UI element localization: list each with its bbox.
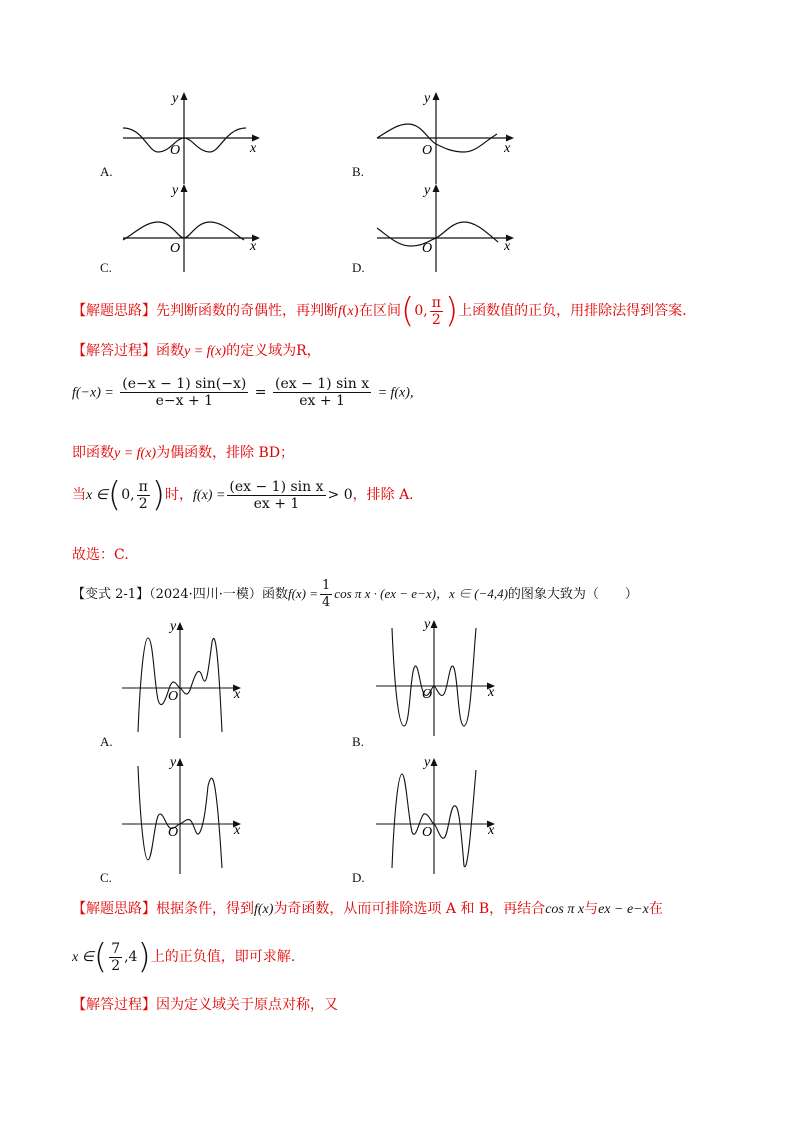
- origin-label: O: [170, 241, 181, 256]
- q2-option-c-label[interactable]: C.: [100, 870, 112, 885]
- idea-tag: 【解题思路】: [72, 303, 156, 319]
- y-axis-label: y: [424, 756, 431, 770]
- y-axis-label: y: [170, 756, 177, 770]
- q2-option-b-graph[interactable]: [372, 618, 502, 736]
- idea-text: 先判断函数的奇偶性，再判断: [156, 303, 338, 319]
- q1-solution-idea: 【解题思路】先判断函数的奇偶性，再判断f(x)在区间(0, $\frac{\pi}{2}$ )上函数值的正负，用排除法得到答案.: [72, 291, 687, 331]
- idea-tag: 【解题思路】: [72, 901, 156, 917]
- process-tag: 【解答过程】: [72, 343, 156, 359]
- q2-solution-line2: x ∈( $\frac{7}{2}$ ,4)上的正负值，即可求解.: [72, 937, 296, 977]
- q1-even-line: 即函数y = f(x)为偶函数，排除 BD；: [72, 445, 295, 461]
- q1-option-b-label[interactable]: B.: [352, 164, 364, 179]
- x-axis-label: x: [234, 687, 241, 702]
- q2-option-a-label[interactable]: A.: [100, 734, 113, 749]
- x-axis-label: x: [234, 823, 241, 838]
- q1-option-d-label[interactable]: D.: [352, 260, 365, 275]
- q1-answer: 故选：C.: [72, 547, 129, 563]
- origin-label: O: [422, 241, 433, 256]
- q1-equation-1: f(−x) = $\frac{(e-x - 1) \sin(-x)}{e-x + 1}$ = $\frac{\text{(ex − 1) sin x}}{ex + 1}$ = f(x),: [72, 376, 414, 409]
- x-axis-label: x: [504, 141, 511, 156]
- q1-option-b-graph[interactable]: [372, 88, 522, 184]
- q2-solution-process: 【解答过程】因为定义域关于原点对称，又: [72, 997, 338, 1013]
- q1-option-c-graph[interactable]: [118, 180, 268, 276]
- q1-option-d-graph[interactable]: [372, 180, 522, 276]
- q2-stem: 【变式 2-1】（2024·四川·一模）函数f(x) = $\frac{1}{4}$ cos π x · (ex − e−x)，x ∈ (−4,4)的图象大致为（ ）: [72, 578, 638, 610]
- q1-option-a-graph[interactable]: [118, 88, 268, 184]
- origin-label: O: [422, 825, 433, 840]
- x-axis-label: x: [250, 239, 257, 254]
- y-axis-label: y: [172, 91, 179, 106]
- q2-option-c-graph[interactable]: [118, 756, 248, 874]
- y-axis-label: y: [170, 620, 177, 634]
- q1-option-c-label[interactable]: C.: [100, 260, 112, 275]
- q2-option-d-graph[interactable]: [372, 756, 502, 874]
- origin-label: O: [422, 687, 433, 702]
- q2-tag: 【变式 2-1】: [72, 587, 150, 602]
- origin-label: O: [168, 825, 179, 840]
- y-axis-label: y: [424, 183, 431, 198]
- origin-label: O: [170, 143, 181, 158]
- origin-label: O: [422, 143, 433, 158]
- q2-option-d-label[interactable]: D.: [352, 870, 365, 885]
- origin-label: O: [168, 689, 179, 704]
- y-axis-label: y: [424, 91, 431, 106]
- q1-when-line: 当x ∈(0, $\frac{\pi}{2}$ )时，f(x) = $\frac{\text{(ex − 1) sin x}}{ex + 1}$ > 0，排除 A.: [72, 475, 414, 515]
- y-axis-label: y: [172, 183, 179, 198]
- q2-option-b-label[interactable]: B.: [352, 734, 364, 749]
- q1-solution-process: 【解答过程】函数y = f(x)的定义域为R，: [72, 343, 321, 359]
- q2-solution-idea: 【解题思路】根据条件，得到f(x)为奇函数，从而可排除选项 A 和 B，再结合cos π x与ex − e−x在: [72, 901, 663, 917]
- x-axis-label: x: [504, 239, 511, 254]
- process-tag: 【解答过程】: [72, 997, 156, 1013]
- x-axis-label: x: [250, 141, 257, 156]
- q1-option-a-label[interactable]: A.: [100, 164, 113, 179]
- q2-option-a-graph[interactable]: [118, 620, 248, 738]
- y-axis-label: y: [424, 618, 431, 632]
- x-axis-label: x: [488, 685, 495, 700]
- x-axis-label: x: [488, 823, 495, 838]
